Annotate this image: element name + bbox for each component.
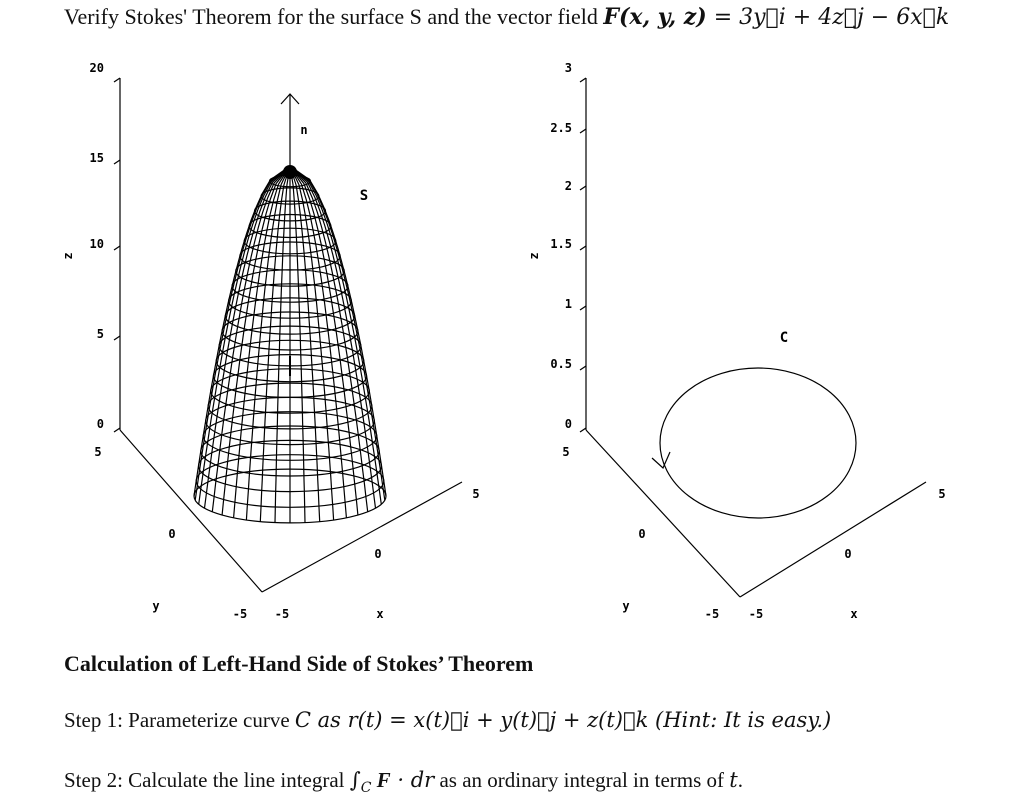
left-x-tick-0: 0 [374,547,382,561]
step-1-math: C as r(t) = x(t)⃗i + y(t)⃗j + z(t)⃗k (Hint: It is easy.) [294,708,832,732]
right-y-axis [586,430,740,597]
right-z-tick-marks [580,78,586,432]
left-z-tick-15: 15 [89,151,104,165]
left-z-tick-0: 0 [96,417,104,431]
normal-label: n [300,123,308,137]
field-expression: = 3y⃗i + 4z⃗j − 6x⃗k [706,5,950,30]
left-y-tick-5: 5 [94,445,102,459]
left-y-tick-neg5: -5 [232,607,248,621]
left-z-tick-10: 10 [89,237,104,251]
right-x-tick-0: 0 [844,547,852,561]
problem-intro: Verify Stokes' Theorem for the surface S and the vector field [64,4,604,29]
left-z-tick-marks [114,78,120,432]
left-y-axis [120,430,262,592]
right-x-tick-5: 5 [938,487,946,501]
step-2-prefix: Step 2: Calculate the line integral [64,768,350,792]
right-y-tick-0: 0 [638,527,646,541]
left-plot [114,78,462,592]
right-x-tick-neg5: -5 [748,607,764,621]
right-z-tick-2: 2 [564,179,572,193]
right-plot [580,78,926,597]
right-y-tick-neg5: -5 [704,607,720,621]
integrand-f: F [376,768,391,792]
right-z-tick-1-5: 1.5 [550,237,572,251]
left-x-axis-label: x [376,607,384,621]
step-1 [64,708,831,733]
step-1-prefix: Step 1: Parameterize curve [64,708,295,732]
integral-sign: ∫ [349,768,361,792]
left-z-tick-5: 5 [96,327,104,341]
integral-subscript: C [360,780,372,797]
left-x-tick-5: 5 [472,487,480,501]
left-y-tick-0: 0 [168,527,176,541]
integrand-rest: · dr [390,768,435,792]
left-x-tick-neg5: -5 [274,607,290,621]
right-y-tick-5: 5 [562,445,570,459]
right-z-axis-label: z [527,252,541,260]
step-2-end: . [737,768,743,792]
field-label: F(x, y, z) [603,4,707,30]
surface-label: S [359,188,369,204]
right-z-tick-0-5: 0.5 [550,357,572,371]
right-x-axis-label: x [850,607,858,621]
right-x-axis [740,482,926,597]
variable-t: t [729,768,738,792]
right-z-tick-0: 0 [564,417,572,431]
boundary-curve-c [660,368,856,518]
left-y-axis-label: y [152,599,160,613]
curve-label: C [779,330,789,346]
step-2-suffix: as an ordinary integral in terms of [434,768,730,792]
paraboloid-surface [194,165,386,523]
section-heading: Calculation of Left-Hand Side of Stokes’ Theorem [64,651,534,676]
right-z-tick-3: 3 [564,61,572,75]
surface-apex [283,165,297,179]
right-y-axis-label: y [622,599,630,613]
right-z-tick-1: 1 [564,297,572,311]
left-z-tick-20: 20 [89,61,104,75]
step-2 [64,768,743,796]
left-z-axis-label: z [61,252,75,260]
right-plot-labels [527,61,946,621]
right-z-tick-2-5: 2.5 [550,121,572,135]
